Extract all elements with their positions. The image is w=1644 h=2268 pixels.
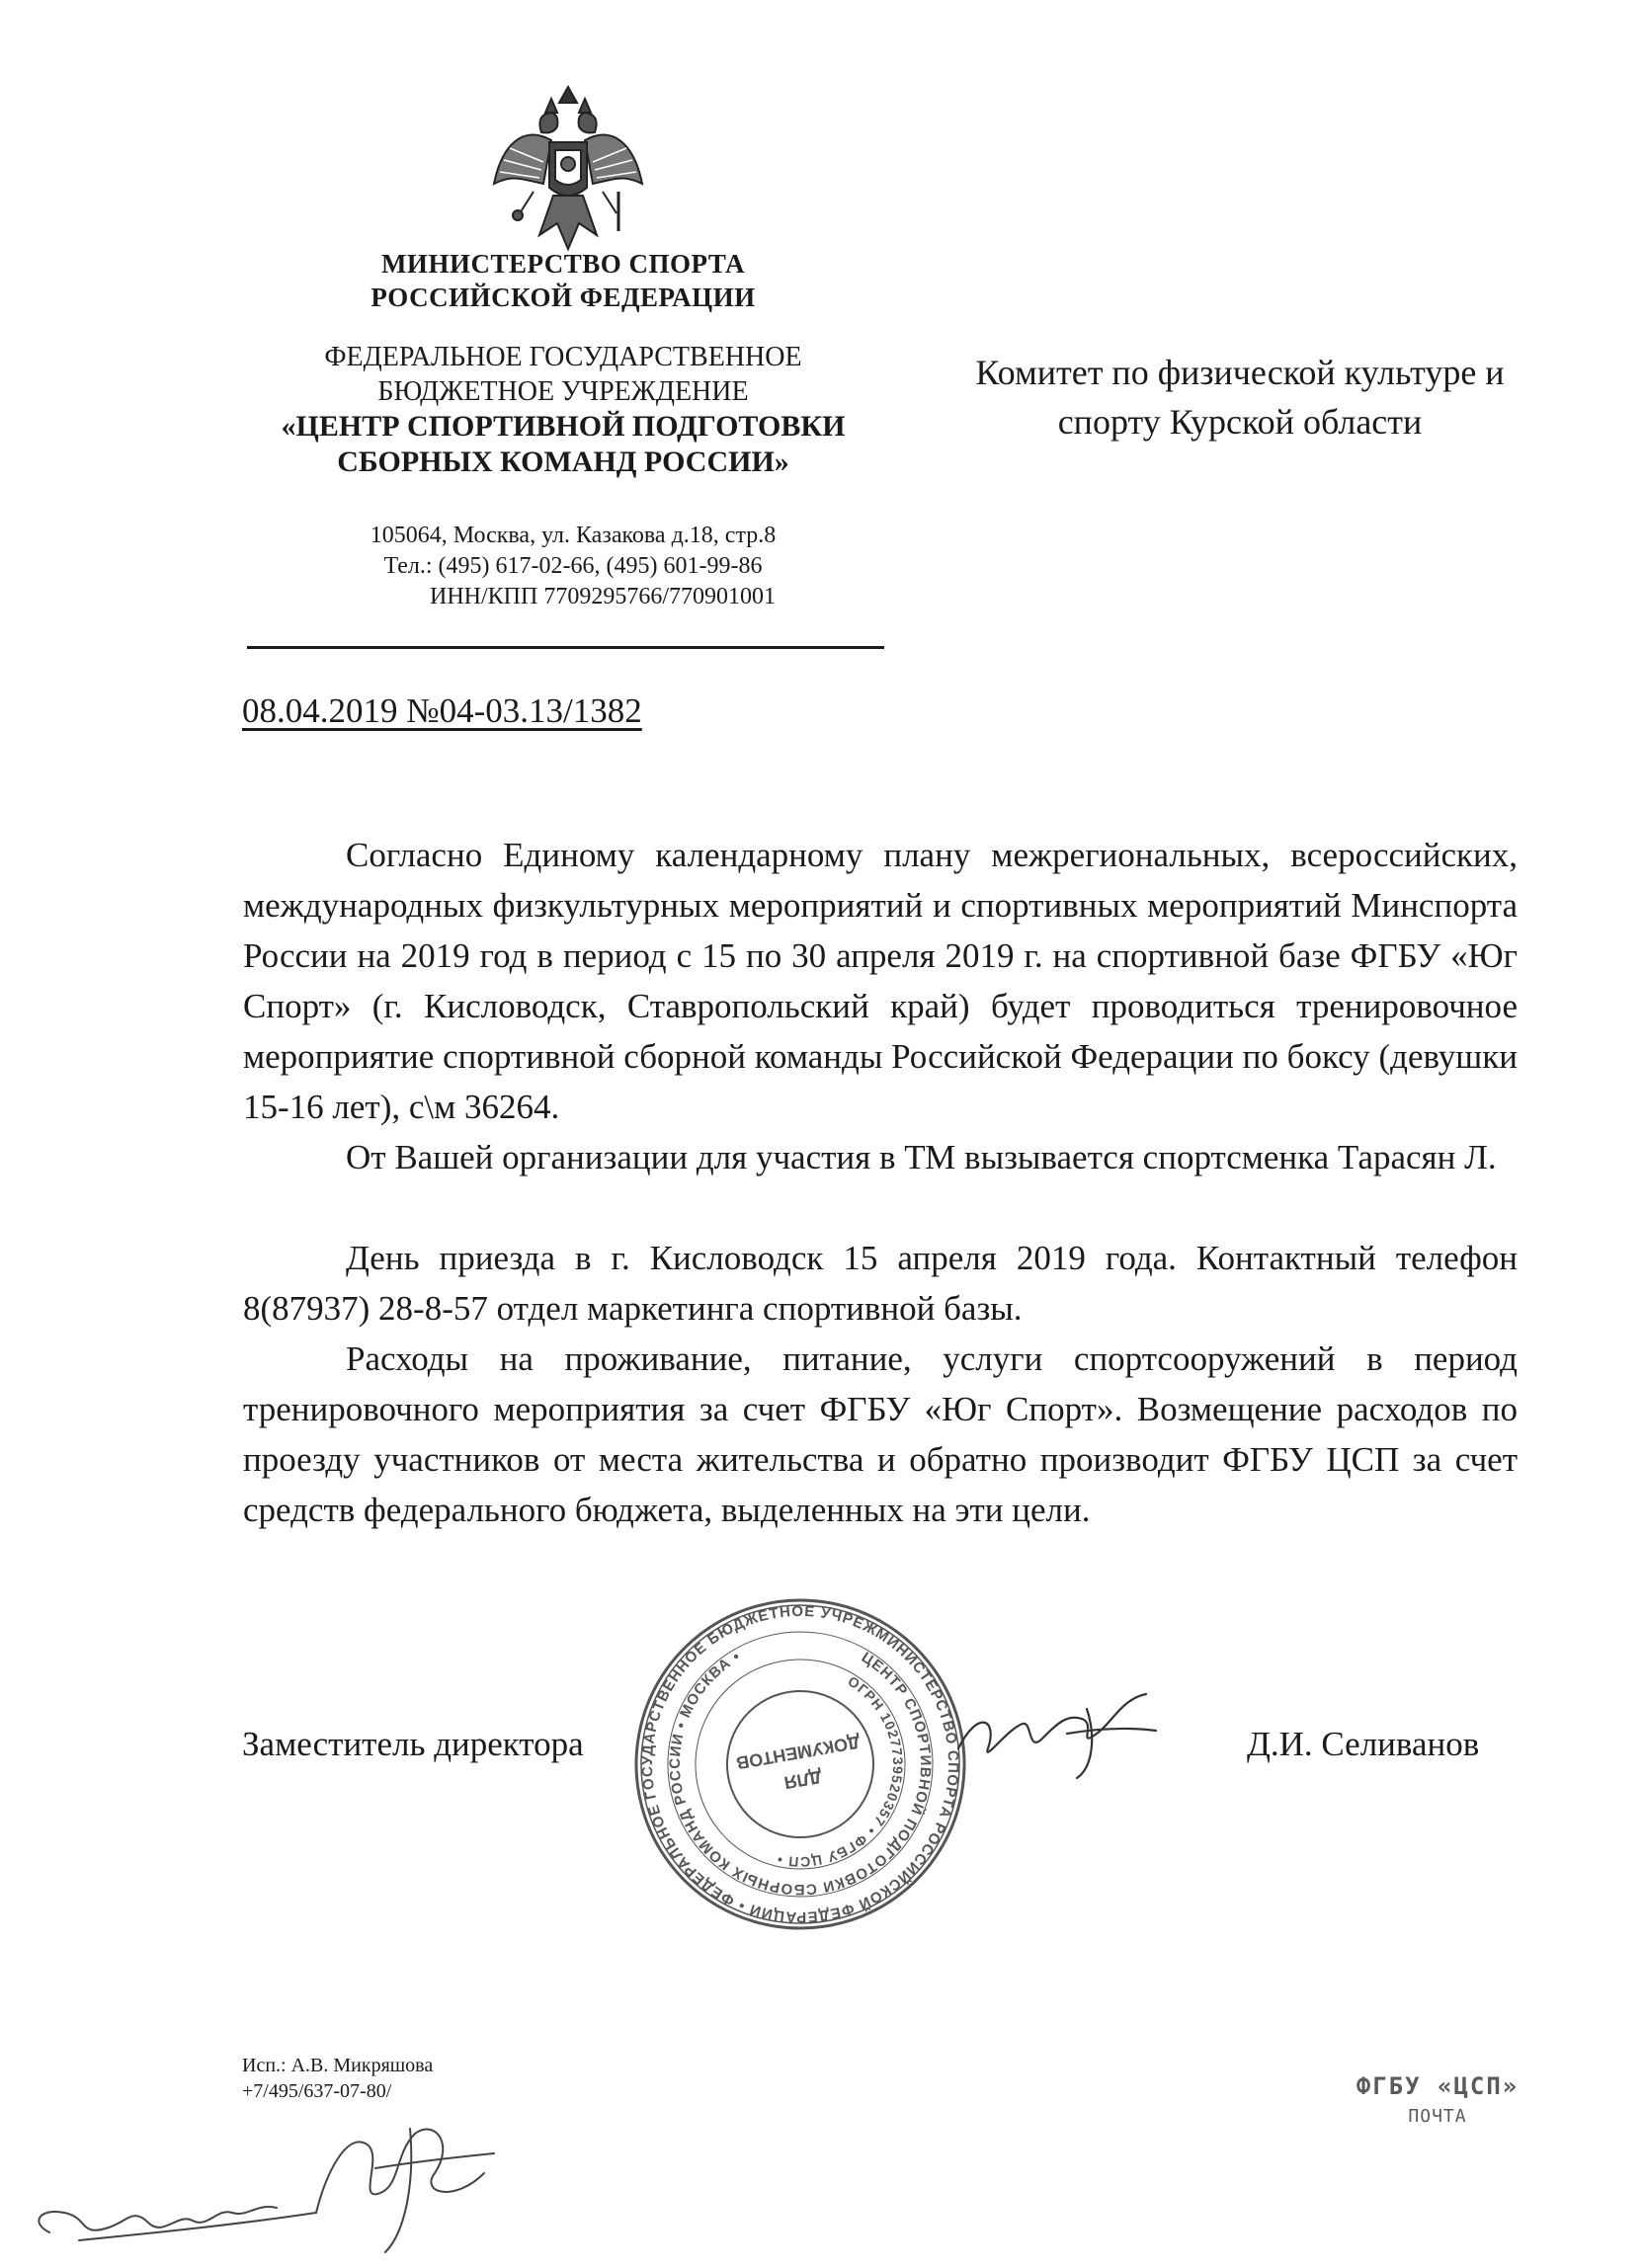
org-phone: Тел.: (495) 617-02-66, (495) 601-99-86 [383,553,763,579]
seal-center-line1: ДЛЯ [782,1766,824,1793]
seal-outer-text: МИНИСТЕРСТВО СПОРТА РОССИЙСКОЙ ФЕДЕРАЦИИ • ФЕДЕРАЛЬНОЕ ГОСУДАРСТВЕННОЕ БЮДЖЕТНОЕ УЧРЕЖДЕНИЕ [638,1602,962,1926]
body-paragraph: От Вашей организации для участия в ТМ вызывается спортсменка Тарасян Л. [346,1138,1497,1176]
svg-text:ЦЕНТР СПОРТИВНОЙ ПОДГОТОВКИ СБ [632,1596,968,1932]
letterhead-divider [247,646,884,649]
signatory-position: Заместитель директора [242,1725,584,1763]
handwritten-signature [948,1679,1166,1788]
ministry-name-line2: РОССИЙСКОЙ ФЕДЕРАЦИИ [370,283,756,312]
body-paragraph: День приезда в г. Кисловодск 15 апреля 2019 года. Контактный телефон 8(87937) 28-8-57 отдел маркетинга спортивной базы. [243,1239,1518,1328]
seal-center-line2: ДОКУМЕНТОВ [734,1732,863,1774]
initials-signature [20,2114,534,2262]
ministry-name-line1: МИНИСТЕРСТВО СПОРТА [380,249,746,279]
org-inn: ИНН/КПП 7709295766/770901001 [429,584,776,609]
mail-stamp [1339,2072,1536,2127]
recipient-block [919,348,1561,446]
recipient-line2: спорту Курской области [1057,402,1423,442]
org-type-line1: ФЕДЕРАЛЬНОЕ ГОСУДАРСТВЕННОЕ [324,342,802,372]
outgoing-number: 08.04.2019 №04-03.13/1382 [242,691,642,730]
official-seal [632,1596,968,1932]
coat-of-arms-emblem [484,85,652,259]
seal-middle-text: ЦЕНТР СПОРТИВНОЙ ПОДГОТОВКИ СБОРНЫХ КОМАНД РОССИИ • МОСКВА • [666,1648,935,1899]
org-type-line2: БЮДЖЕТНОЕ УЧРЕЖДЕНИЕ [377,376,749,407]
org-name-line2: СБОРНЫХ КОМАНД РОССИИ» [337,446,789,478]
executor-name: Исп.: А.В. Микряшова [242,2055,434,2076]
org-name-line1: «ЦЕНТР СПОРТИВНОЙ ПОДГОТОВКИ [281,410,846,443]
seal-inner-text: ОГРН 1027739520357 • ФГБУ ЦСП • [775,1672,907,1871]
body-paragraph: Расходы на проживание, питание, услуги спортсооружений в период тренировочного мероприятия за счет ФГБУ «Юг Спорт». Возмещение расходов по проезду участников от места жительства и обратно производит ФГБУ ЦСП за счет средств федерального бюджета, выделенных на эти цели. [243,1339,1518,1529]
org-address: 105064, Москва, ул. Казакова д.18, стр.8 [370,523,777,548]
mail-stamp-label: ПОЧТА [1408,2106,1467,2127]
body-paragraph: Согласно Единому календарному плану межрегиональных, всероссийских, международных физкультурных мероприятий и спортивных мероприятий Минспорта России на 2019 год в период с 15 по 30 апреля 2019 г. на спортивной базе ФГБУ «Юг Спорт» (г. Кисловодск, Ставропольский край) будет проводиться тренировочное мероприятие спортивной сборной команды Российской Федерации по боксу (девушки 15-16 лет), с\м 36264. [243,836,1518,1126]
recipient-line1: Комитет по физической культуре и [975,353,1505,392]
mail-stamp-org: ФГБУ «ЦСП» [1356,2072,1520,2100]
signatory-name: Д.И. Селиванов [1247,1725,1480,1763]
executor-phone: +7/495/637-07-80/ [242,2080,392,2102]
